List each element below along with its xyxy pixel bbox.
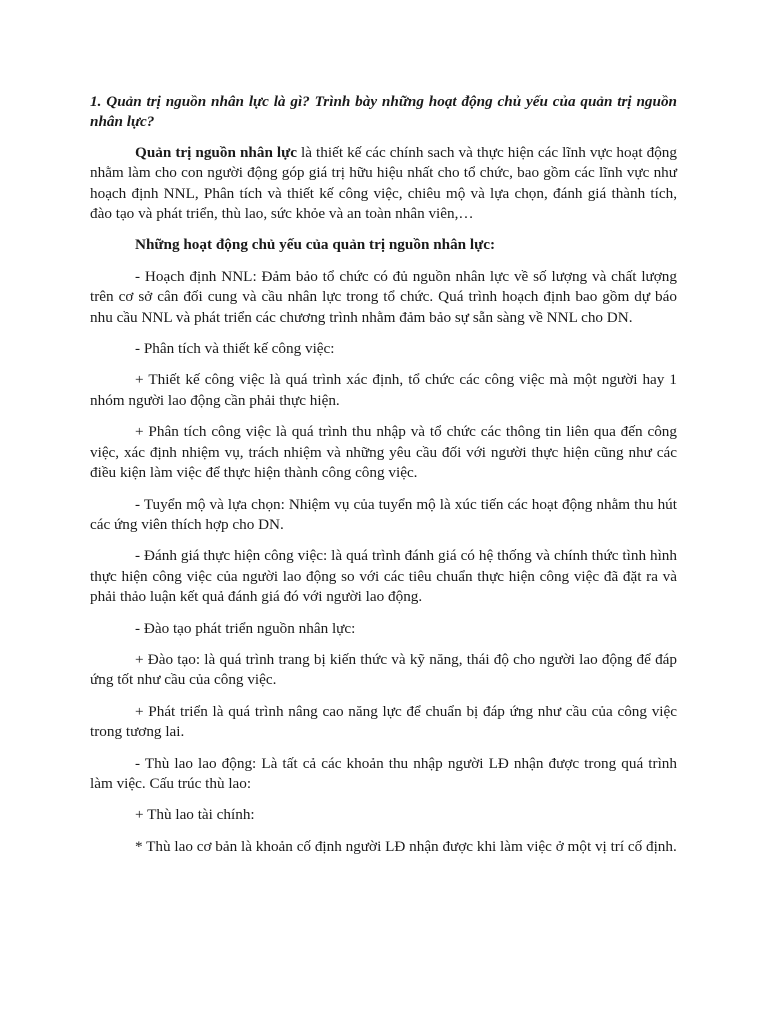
- paragraph-training-title: - Đào tạo phát triển nguồn nhân lực:: [135, 619, 356, 637]
- paragraph-financial-compensation: + Thù lao tài chính:: [135, 806, 255, 824]
- paragraph-job-design: + Thiết kế công việc là quá trình xác định, tổ chức các công việc mà một người hay 1 nhóm người lao động cần phải thực hiện.: [90, 371, 677, 409]
- paragraph-base-pay: * Thù lao cơ bản là khoản cố định người LĐ nhận được khi làm việc ở một vị trí cố định.: [135, 837, 677, 855]
- intro-term: Quản trị nguồn nhân lực: [135, 143, 298, 161]
- paragraph-development: + Phát triển là quá trình nâng cao năng lực để chuẩn bị đáp ứng như cầu của công việc trong tương lai.: [90, 702, 677, 741]
- paragraph-job-analysis: + Phân tích công việc là quá trình thu nhập và tổ chức các thông tin liên qua đến công việc, xác định nhiệm vụ, trách nhiệm và những yêu cầu đối với người thực hiện cũng như các điều kiện làm việc để thực hiện thành công công việc.: [90, 423, 677, 482]
- intro-text: là thiết kế các chính sach và thực hiện các lĩnh vực hoạt động nhằm làm cho con người động góp giá trị hữu hiệu nhất cho tổ chức, bao gồm các lĩnh vực như hoạch định NNL, Phân tích và thiết kế công việc, chiêu mộ và lựa chọn, đánh giá thành tích, đào tạo và phát triển, thù lao, sức khỏe và an toàn nhân viên,…: [90, 143, 677, 223]
- paragraph-planning: - Hoạch định NNL: Đảm bảo tổ chức có đủ nguồn nhân lực về số lượng và chất lượng trên cơ sở cân đối cung và cầu nhân lực trong tổ chức. Quá trình hoạch định bao gồm dự báo nhu cầu NNL và phát triển các chương trình nhằm đảm bảo sự sẵn sàng về NNL cho DN.: [90, 267, 677, 326]
- paragraph-job-analysis-title: - Phân tích và thiết kế công việc:: [135, 340, 335, 358]
- document-page: [90, 92, 677, 868]
- intro-paragraph: [90, 143, 677, 225]
- paragraph-evaluation: - Đánh giá thực hiện công việc: là quá trình đánh giá có hệ thống và chính thức tình hình thực hiện công việc của người lao động so với các tiêu chuẩn thực hiện công việc đã đặt ra và phải thảo luận kết quả đánh giá đó với người lao động.: [90, 547, 677, 606]
- paragraph-training: + Đào tạo: là quá trình trang bị kiến thức và kỹ năng, thái độ cho người lao động để đáp ứng tốt như cầu của công việc.: [90, 650, 677, 689]
- paragraph-recruitment: - Tuyển mộ và lựa chọn: Nhiệm vụ của tuyển mộ là xúc tiến các hoạt động nhằm thu hút các ứng viên thích hợp cho DN.: [90, 495, 677, 533]
- paragraph-compensation: - Thù lao lao động: Là tất cả các khoản thu nhập người LĐ nhận được trong quá trình làm việc. Cấu trúc thù lao:: [90, 754, 677, 792]
- activities-subheading: Những hoạt động chủ yếu của quản trị nguồn nhân lực:: [135, 236, 496, 254]
- question-heading: 1. Quản trị nguồn nhân lực là gì? Trình bày những hoạt động chủ yếu của quản trị nguồn nhân lực?: [90, 93, 677, 131]
